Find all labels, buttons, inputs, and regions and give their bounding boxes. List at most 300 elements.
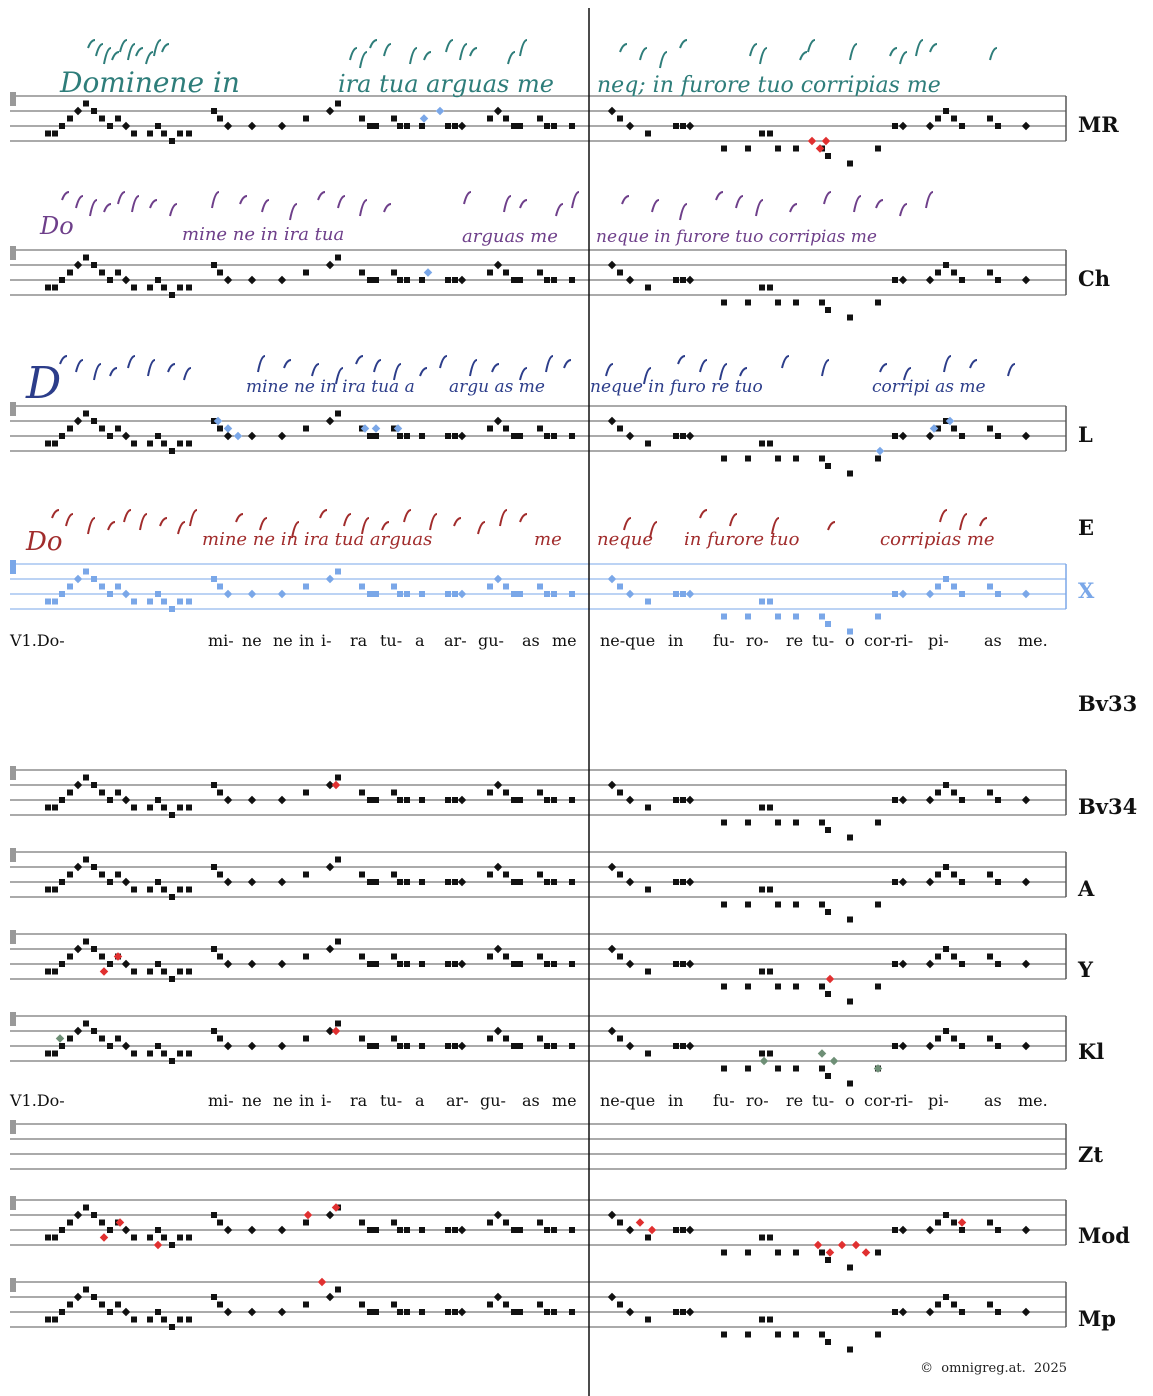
neume-stroke — [460, 44, 467, 60]
neume-note — [759, 599, 765, 605]
neume-note — [793, 1250, 799, 1256]
neume-note — [404, 433, 410, 439]
neume-note — [161, 285, 167, 291]
neume-note — [278, 1308, 286, 1316]
neume-note — [224, 1042, 232, 1050]
neume-note — [537, 1302, 543, 1308]
neume-note — [74, 863, 82, 871]
neume-note — [107, 1309, 113, 1315]
variant-note — [234, 432, 242, 440]
neume-note — [626, 878, 634, 886]
neume-note — [608, 575, 616, 583]
neume-note — [825, 1073, 831, 1079]
syllable: ro- — [746, 631, 769, 650]
neume-note — [680, 879, 686, 885]
neume-note — [825, 909, 831, 915]
neume-note — [397, 1309, 403, 1315]
neume-note — [617, 1302, 623, 1308]
neume-note — [959, 1043, 965, 1049]
neume-note — [511, 123, 517, 129]
c-clef — [10, 560, 16, 574]
neume-note — [487, 1302, 493, 1308]
neume-note — [793, 820, 799, 826]
neume-note — [91, 1294, 97, 1300]
neume-stroke — [420, 368, 427, 376]
neume-note — [404, 123, 410, 129]
neume-stroke — [178, 522, 185, 534]
neume-stroke — [500, 510, 507, 526]
neume-note — [544, 797, 550, 803]
neume-stroke — [66, 514, 73, 526]
neume-note — [551, 879, 557, 885]
variant-note — [814, 1241, 822, 1249]
neume-note — [52, 131, 58, 137]
neume-note — [793, 902, 799, 908]
neume-note — [926, 122, 934, 130]
neume-note — [951, 1302, 957, 1308]
neume-note — [155, 1227, 161, 1233]
syllable: ar- — [444, 631, 467, 650]
neume-note — [517, 433, 523, 439]
neume-note — [397, 1043, 403, 1049]
neume-note — [452, 433, 458, 439]
neume-note — [452, 879, 458, 885]
neume-note — [645, 1317, 651, 1323]
neume-note — [248, 276, 256, 284]
variant-note — [958, 1218, 966, 1226]
neume-note — [391, 790, 397, 796]
neume-note — [419, 797, 425, 803]
syllable: mi- — [208, 1091, 234, 1110]
neume-note — [83, 101, 89, 107]
neume-note — [373, 1043, 379, 1049]
neume-note — [161, 805, 167, 811]
neume-note — [892, 961, 898, 967]
neume-note — [721, 1332, 727, 1338]
neume-note — [397, 879, 403, 885]
syllable: ne-que — [600, 631, 656, 650]
syllable: gu- — [478, 631, 504, 650]
neume-stroke — [606, 364, 613, 376]
neume-note — [45, 599, 51, 605]
neume-note — [67, 790, 73, 796]
neume-note — [169, 976, 175, 982]
neume-note — [995, 1309, 1001, 1315]
neume-note — [419, 433, 425, 439]
neume-note — [1022, 122, 1030, 130]
neume-note — [847, 471, 853, 477]
neume-note — [373, 123, 379, 129]
neume-stroke — [140, 514, 147, 530]
neume-note — [224, 1308, 232, 1316]
neume-note — [680, 961, 686, 967]
neume-note — [83, 1287, 89, 1293]
neume-note — [825, 827, 831, 833]
neume-note — [926, 878, 934, 886]
neume-stroke — [104, 204, 111, 212]
neume-note — [419, 591, 425, 597]
neume-stroke — [716, 192, 723, 200]
neume-note — [404, 1227, 410, 1233]
neume-note — [186, 1051, 192, 1057]
neume-note — [303, 426, 309, 432]
neume-stroke — [782, 356, 789, 368]
syllable: ar- — [446, 1091, 469, 1110]
neume-note — [775, 902, 781, 908]
neume-note — [775, 300, 781, 306]
syllable: ro- — [746, 1091, 769, 1110]
c-clef — [10, 1012, 16, 1026]
neume-note — [335, 101, 341, 107]
neume-note — [899, 796, 907, 804]
neume-note — [52, 887, 58, 893]
neume-note — [517, 797, 523, 803]
neume-note — [122, 1226, 130, 1234]
neume-note — [278, 590, 286, 598]
neume-note — [452, 591, 458, 597]
syllable: me. — [1018, 631, 1048, 650]
neume-note — [248, 1042, 256, 1050]
neume-note — [373, 797, 379, 803]
neume-note — [217, 954, 223, 960]
neume-note — [686, 960, 694, 968]
neume-note — [569, 1043, 575, 1049]
neume-stroke — [900, 52, 907, 64]
neume-note — [99, 116, 105, 122]
neume-note — [680, 433, 686, 439]
neume-stroke — [930, 44, 937, 52]
neume-stroke — [168, 364, 175, 372]
neume-note — [211, 1028, 217, 1034]
neume-note — [943, 576, 949, 582]
neume-note — [767, 1051, 773, 1057]
neume-note — [224, 432, 232, 440]
neume-note — [397, 797, 403, 803]
neume-note — [373, 1227, 379, 1233]
neume-note — [899, 878, 907, 886]
neume-note — [303, 790, 309, 796]
neume-note — [452, 961, 458, 967]
neume-stroke — [850, 44, 857, 60]
neume-note — [626, 432, 634, 440]
neume-note — [951, 1220, 957, 1226]
siglum-E: E — [1078, 515, 1095, 540]
neume-note — [793, 1332, 799, 1338]
neume-note — [503, 1220, 509, 1226]
neume-note — [177, 969, 183, 975]
neume-note — [995, 1043, 1001, 1049]
neume-note — [745, 1250, 751, 1256]
neume-stroke — [370, 40, 377, 48]
neume-note — [131, 887, 137, 893]
neume-note — [951, 584, 957, 590]
syllable: in — [299, 1091, 315, 1110]
neume-note — [617, 270, 623, 276]
syllable: ne-que — [600, 1091, 656, 1110]
neume-note — [759, 1051, 765, 1057]
neume-stroke — [454, 518, 461, 526]
neume-note — [67, 1302, 73, 1308]
neume-stroke — [136, 48, 143, 56]
neume-note — [335, 255, 341, 261]
neume-note — [458, 960, 466, 968]
neume-note — [951, 426, 957, 432]
neume-note — [935, 790, 941, 796]
neume-note — [645, 887, 651, 893]
neume-note — [759, 969, 765, 975]
neume-note — [686, 1042, 694, 1050]
neume-note — [935, 584, 941, 590]
neume-note — [775, 614, 781, 620]
syllable: as — [984, 1091, 1002, 1110]
neume-note — [767, 1317, 773, 1323]
neume-note — [83, 1021, 89, 1027]
neume-note — [617, 426, 623, 432]
neume-stroke — [76, 196, 83, 208]
neume-note — [147, 1317, 153, 1323]
neume-note — [987, 790, 993, 796]
neume-stroke — [736, 196, 743, 208]
neume-note — [503, 1036, 509, 1042]
neume-note — [335, 1287, 341, 1293]
neume-note — [45, 441, 51, 447]
ms-Ch-text-1: Do — [40, 212, 74, 240]
neume-note — [248, 1308, 256, 1316]
neume-note — [122, 276, 130, 284]
neume-note — [445, 123, 451, 129]
neume-note — [326, 1211, 334, 1219]
neume-note — [673, 433, 679, 439]
neume-note — [686, 122, 694, 130]
neume-note — [767, 1235, 773, 1241]
neume-note — [303, 872, 309, 878]
neume-note — [819, 300, 825, 306]
variant-note — [822, 137, 830, 145]
neume-note — [211, 108, 217, 114]
neume-note — [169, 1242, 175, 1248]
neume-note — [186, 131, 192, 137]
neume-note — [458, 432, 466, 440]
neume-note — [899, 1042, 907, 1050]
neume-note — [759, 1235, 765, 1241]
neume-note — [544, 1043, 550, 1049]
neume-stroke — [110, 368, 117, 376]
neume-note — [494, 945, 502, 953]
neume-stroke — [944, 356, 951, 372]
neume-note — [419, 277, 425, 283]
neume-note — [99, 872, 105, 878]
neume-note — [419, 1309, 425, 1315]
neume-note — [775, 1066, 781, 1072]
neume-stroke — [546, 356, 553, 372]
syllable: o — [845, 631, 855, 650]
neume-note — [404, 591, 410, 597]
neume-note — [248, 878, 256, 886]
neume-note — [161, 1051, 167, 1057]
neume-stroke — [470, 48, 477, 56]
neume-note — [626, 1042, 634, 1050]
neume-note — [91, 576, 97, 582]
syllable: tu- — [380, 1091, 403, 1110]
neume-note — [59, 961, 65, 967]
neume-note — [115, 584, 121, 590]
neume-note — [494, 417, 502, 425]
neume-note — [45, 285, 51, 291]
neume-note — [367, 123, 373, 129]
neume-note — [122, 796, 130, 804]
neume-note — [155, 879, 161, 885]
neume-note — [608, 1293, 616, 1301]
neume-note — [793, 984, 799, 990]
neume-stroke — [236, 514, 243, 522]
neume-note — [303, 116, 309, 122]
neume-note — [935, 1220, 941, 1226]
neume-note — [503, 954, 509, 960]
neume-stroke — [290, 204, 297, 220]
neume-stroke — [970, 360, 977, 368]
variant-note — [808, 137, 816, 145]
neume-note — [373, 591, 379, 597]
neume-note — [793, 300, 799, 306]
neume-note — [169, 138, 175, 144]
neume-note — [494, 261, 502, 269]
neume-stroke — [508, 52, 515, 64]
neume-note — [825, 307, 831, 313]
neume-note — [115, 872, 121, 878]
neume-note — [511, 277, 517, 283]
neume-note — [569, 277, 575, 283]
ms-L-text-2: mine ne in ira tua a — [246, 377, 415, 397]
neume-note — [52, 599, 58, 605]
neume-note — [517, 961, 523, 967]
neume-note — [452, 797, 458, 803]
neume-note — [74, 575, 82, 583]
neume-note — [373, 961, 379, 967]
neume-stroke — [926, 192, 933, 208]
neume-note — [935, 270, 941, 276]
siglum-Kl: Kl — [1078, 1039, 1105, 1064]
neume-stroke — [190, 510, 197, 526]
neume-note — [404, 277, 410, 283]
neume-note — [959, 433, 965, 439]
neume-note — [987, 954, 993, 960]
syllable: in — [668, 631, 684, 650]
neume-note — [122, 960, 130, 968]
neume-note — [131, 969, 137, 975]
neume-note — [892, 591, 898, 597]
syllable: as — [522, 1091, 540, 1110]
neume-stroke — [756, 200, 763, 216]
syllable: me — [552, 1091, 577, 1110]
neume-note — [224, 878, 232, 886]
syllable: i- — [321, 631, 332, 650]
neume-stroke — [338, 196, 345, 208]
neume-note — [391, 872, 397, 878]
siglum-A: A — [1078, 876, 1095, 901]
neume-note — [569, 123, 575, 129]
siglum-Bv34: Bv34 — [1078, 794, 1138, 819]
neume-note — [45, 887, 51, 893]
neume-note — [52, 1235, 58, 1241]
neume-note — [494, 1211, 502, 1219]
syllable: fu- — [713, 631, 735, 650]
neume-note — [391, 1036, 397, 1042]
neume-note — [224, 1226, 232, 1234]
neume-note — [169, 812, 175, 818]
neume-note — [825, 991, 831, 997]
neume-note — [67, 426, 73, 432]
neume-note — [155, 1043, 161, 1049]
neume-stroke — [62, 192, 69, 200]
neume-note — [959, 277, 965, 283]
neume-note — [74, 1293, 82, 1301]
neume-note — [217, 1302, 223, 1308]
neume-note — [819, 984, 825, 990]
neume-note — [419, 123, 425, 129]
neume-note — [91, 782, 97, 788]
syllable: tu- — [812, 631, 835, 650]
neume-note — [759, 887, 765, 893]
neume-note — [458, 1226, 466, 1234]
neume-note — [155, 797, 161, 803]
neume-note — [494, 1027, 502, 1035]
neume-note — [825, 153, 831, 159]
variant-note — [318, 1278, 326, 1286]
neume-stroke — [556, 204, 563, 216]
neume-note — [391, 1302, 397, 1308]
neume-note — [1022, 1042, 1030, 1050]
neume-stroke — [640, 48, 647, 60]
neume-note — [177, 805, 183, 811]
neume-note — [391, 270, 397, 276]
neume-note — [161, 887, 167, 893]
neume-stroke — [88, 40, 95, 48]
neume-note — [391, 584, 397, 590]
neume-note — [759, 131, 765, 137]
neume-stroke — [504, 196, 511, 212]
neume-note — [458, 122, 466, 130]
neume-note — [59, 277, 65, 283]
neume-note — [935, 1036, 941, 1042]
neume-stroke — [344, 514, 351, 526]
neume-note — [326, 863, 334, 871]
c-clef — [10, 92, 16, 106]
neume-note — [122, 432, 130, 440]
neume-note — [926, 960, 934, 968]
neume-note — [487, 116, 493, 122]
neume-note — [686, 432, 694, 440]
siglum-Zt: Zt — [1078, 1142, 1104, 1167]
neume-stroke — [620, 44, 627, 52]
neume-stroke — [730, 514, 737, 526]
neume-note — [115, 790, 121, 796]
neume-note — [645, 969, 651, 975]
neume-note — [943, 946, 949, 952]
neume-stroke — [980, 518, 987, 526]
neume-stroke — [88, 518, 95, 534]
neume-note — [875, 614, 881, 620]
neume-note — [767, 131, 773, 137]
neume-note — [99, 426, 105, 432]
neume-note — [569, 961, 575, 967]
neume-stroke — [960, 514, 967, 530]
neume-stroke — [808, 40, 815, 52]
neume-stroke — [520, 40, 527, 56]
neume-note — [819, 614, 825, 620]
neume-stroke — [318, 192, 325, 200]
neume-note — [959, 1227, 965, 1233]
neume-note — [445, 277, 451, 283]
